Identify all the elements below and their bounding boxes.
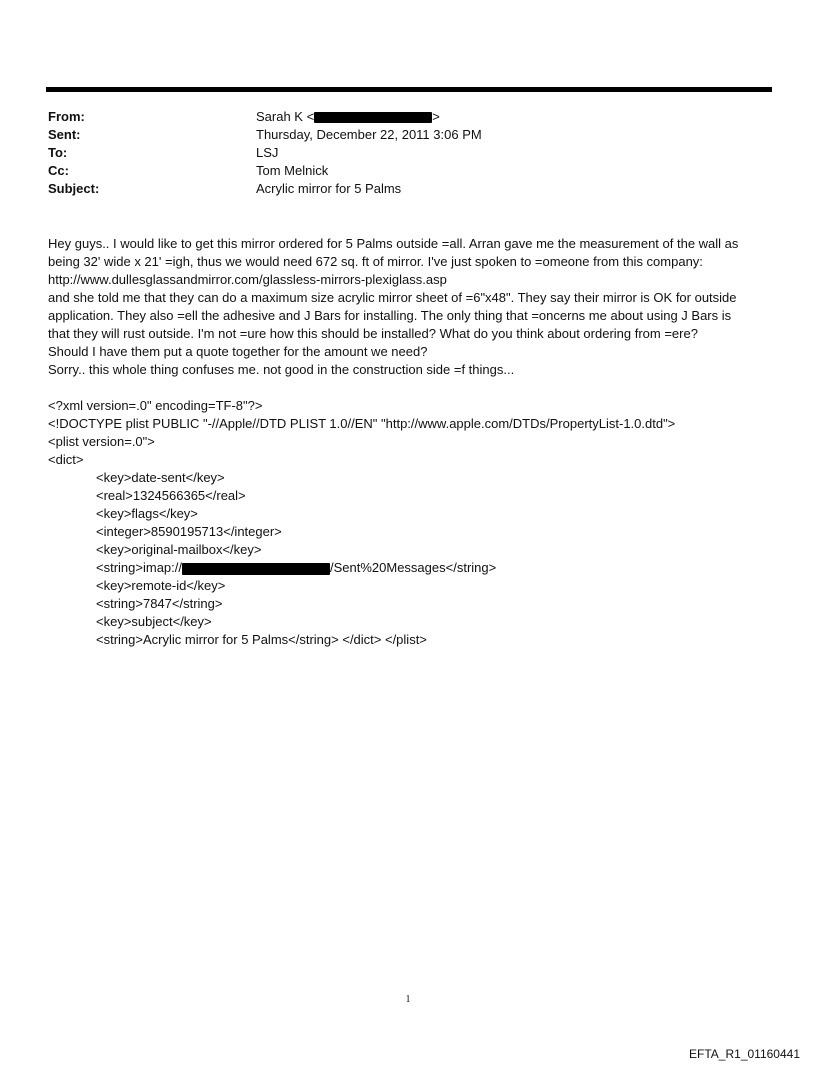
header-label: Sent:: [48, 126, 81, 142]
header-value: Thursday, December 22, 2011 3:06 PM: [256, 126, 482, 142]
header-label: To:: [48, 144, 68, 160]
body-line: Hey guys.. I would like to get this mirror ordered for 5 Palms outside =all. Arran gave me the measurement of the wall as: [48, 236, 739, 251]
header-sent: [48, 125, 768, 143]
body-line: Should I have them put a quote together for the amount we need?: [48, 344, 428, 359]
plist-line: <string>Acrylic mirror for 5 Palms</string> </dict> </plist>: [96, 632, 427, 647]
body-line: application. They also =ell the adhesive and J Bars for installing. The only thing that =oncerns me about using J Bars is: [48, 308, 732, 323]
plist-line: <dict>: [48, 452, 84, 467]
plist-line: <key>flags</key>: [96, 506, 198, 521]
header-value: Acrylic mirror for 5 Palms: [256, 180, 402, 196]
imap-suffix: /Sent%20Messages</string>: [330, 560, 497, 575]
header-from: [48, 107, 768, 125]
header-value: LSJ: [256, 144, 279, 160]
header-value: [256, 109, 768, 124]
plist-line: <!DOCTYPE plist PUBLIC "-//Apple//DTD PLIST 1.0//EN" "http://www.apple.com/DTDs/PropertyList-1.0.dtd">: [48, 416, 676, 431]
header-subject: [48, 179, 768, 197]
header-label: Subject:: [48, 180, 100, 196]
page-number: 1: [405, 994, 411, 1005]
plist-line: <integer>8590195713</integer>: [96, 524, 282, 539]
body-line: http://www.dullesglassandmirror.com/glassless-mirrors-plexiglass.asp: [48, 272, 447, 287]
header-rule: [46, 87, 772, 92]
header-cc: [48, 161, 768, 179]
body-line: and she told me that they can do a maximum size acrylic mirror sheet of =6"x48". They say their mirror is OK for outside: [48, 290, 737, 305]
plist-line: <real>1324566365</real>: [96, 488, 246, 503]
body-line: that they will rust outside. I'm not =ure how this should be installed? What do you think about ordering from =ere?: [48, 326, 698, 341]
plist-line: <string>7847</string>: [96, 596, 223, 611]
body-line: being 32' wide x 21' =igh, thus we would need 672 sq. ft of mirror. I've just spoken to =omeone from this company:: [48, 254, 703, 269]
plist-line: <plist version=.0">: [48, 434, 155, 449]
plist-line: <key>subject</key>: [96, 614, 212, 629]
header-value: Tom Melnick: [256, 162, 329, 178]
plist-line: <?xml version=.0" encoding=TF-8"?>: [48, 398, 263, 413]
plist-line: <key>remote-id</key>: [96, 578, 226, 593]
plist-line: <key>date-sent</key>: [96, 470, 225, 485]
email-body: [48, 235, 778, 649]
document-id: EFTA_R1_01160441: [689, 1047, 800, 1061]
header-to: [48, 143, 768, 161]
redaction-block: [314, 112, 432, 123]
plist-line: [48, 559, 778, 577]
redaction-block: [182, 563, 330, 575]
plist-line: <key>original-mailbox</key>: [96, 542, 262, 557]
sender-name: Sarah K <: [256, 108, 315, 124]
email-headers: [48, 107, 768, 197]
header-label: From:: [48, 108, 85, 124]
imap-prefix: <string>imap://: [96, 560, 182, 575]
header-label: Cc:: [48, 162, 69, 178]
body-line: Sorry.. this whole thing confuses me. not good in the construction side =f things...: [48, 362, 515, 377]
sender-close-bracket: >: [432, 108, 440, 124]
